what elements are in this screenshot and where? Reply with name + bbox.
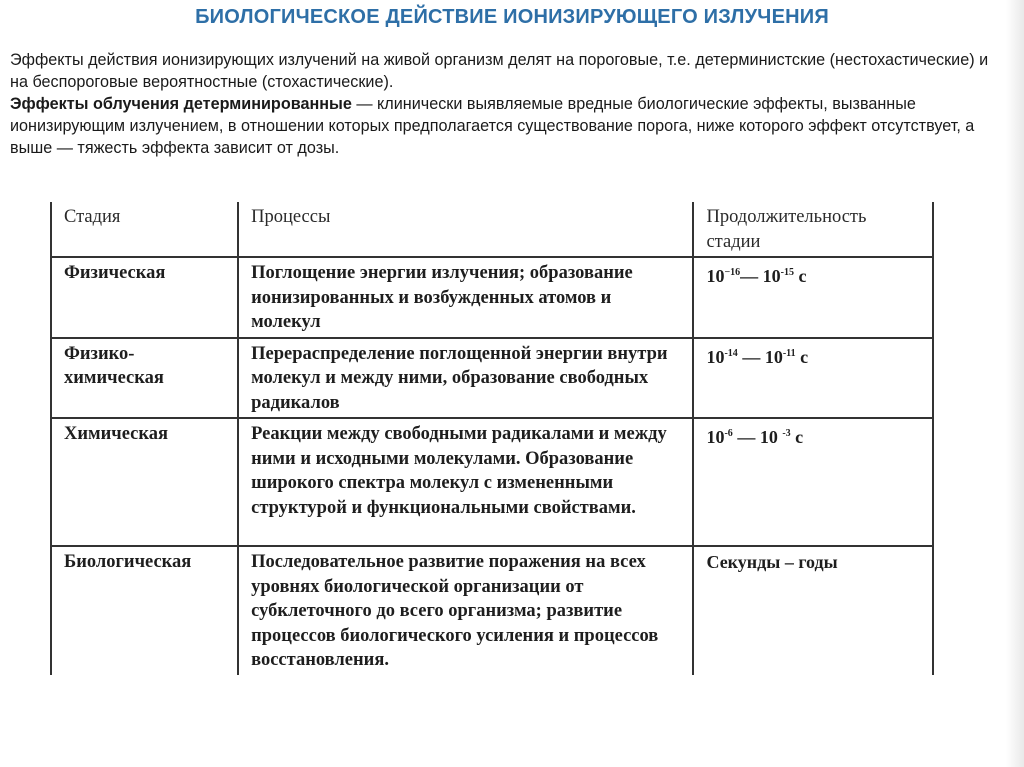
definition-paragraph [10, 93, 1008, 159]
slide-edge-shadow [1006, 0, 1024, 767]
intro-text [10, 49, 1008, 159]
process-cell: Перераспределение поглощенной энергии внутри молекул и между ними, образование свободных радикалов [238, 338, 693, 419]
definition-text: — клинически выявляемые вредные биологические эффекты, вызванные ионизирующим излучением, в отношении которых предполагается существование порога, ниже которого эффект отсутствует, а выше — тяжесть эффекта зависит от дозы. [10, 95, 975, 157]
duration-cell: $10^{-6}$ — 10 $^{-3}$ с [693, 418, 933, 546]
table-row [51, 546, 933, 675]
duration-cell: $10^{-16}—$ $10^{-15}$ с [693, 257, 933, 338]
definition-term: Эффекты облучения детерминированные [10, 95, 352, 113]
stage-cell: Химическая [51, 418, 238, 546]
process-cell: Поглощение энергии излучения; образование ионизированных и возбужденных атомов и молекул [238, 257, 693, 338]
stages-table [50, 202, 934, 675]
table-header-row [51, 202, 933, 257]
table-row [51, 418, 933, 546]
stages-table-container [50, 202, 934, 670]
page-title: БИОЛОГИЧЕСКОЕ ДЕЙСТВИЕ ИОНИЗИРУЮЩЕГО ИЗЛУЧЕНИЯ [195, 6, 829, 28]
header-duration: Продолжительность стадии [693, 202, 933, 257]
duration-cell: Секунды – годы [693, 546, 933, 675]
table-row [51, 338, 933, 419]
duration-cell: $10^{-14}$ — $10^{-11}$ с [693, 338, 933, 419]
stage-cell: Физико- химическая [51, 338, 238, 419]
header-process: Процессы [238, 202, 693, 257]
process-cell: Последовательное развитие поражения на всех уровнях биологической организации от субклеточного до всего организма; развитие процессов биологического усиления и процессов восстановления. [238, 546, 693, 675]
intro-paragraph: Эффекты действия ионизирующих излучений на живой организм делят на пороговые, т.е. детерминистские (нестохастические) и на беспороговые вероятностные (стохастические). [10, 51, 989, 91]
header-stage: Стадия [51, 202, 238, 257]
stage-cell: Биологическая [51, 546, 238, 675]
process-cell: Реакции между свободными радикалами и между ними и исходными молекулами. Образование широкого спектра молекул с измененными структурой и функциональными свойствами. [238, 418, 693, 546]
stage-cell: Физическая [51, 257, 238, 338]
table-row [51, 257, 933, 338]
